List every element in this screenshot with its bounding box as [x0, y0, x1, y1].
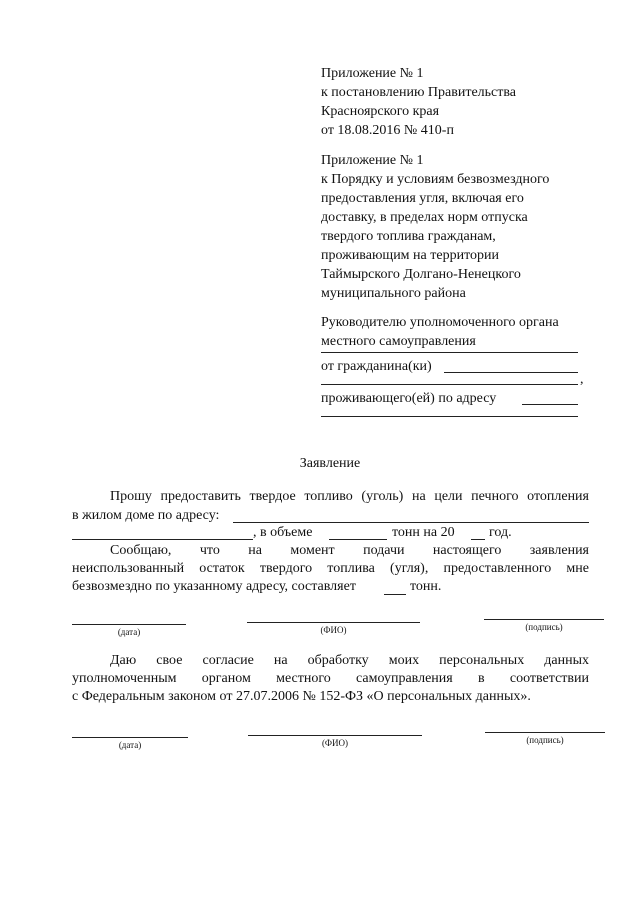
date-line-1[interactable] — [72, 624, 186, 625]
appendix-1-line-3: Красноярского края — [321, 104, 440, 119]
consent-line-1: Даю свое согласие на обработку моих персональных данных — [110, 653, 589, 668]
name-line-1[interactable] — [247, 622, 420, 623]
remainder-amount-blank[interactable] — [384, 594, 406, 595]
date-caption-1: (дата) — [117, 627, 141, 637]
volume-label: , в объеме — [253, 525, 313, 540]
appendix-2-line-3: предоставления угля, включая его — [321, 191, 524, 206]
appendix-1-line-2: к постановлению Правительства — [321, 85, 517, 100]
remainder-label: безвозмездно по указанному адресу, составляет — [72, 579, 356, 594]
appendix-2-line-2: к Порядку и условиям безвозмездного — [321, 172, 550, 187]
document-title: Заявление — [299, 456, 361, 471]
remainder-line-3 — [72, 579, 356, 595]
remainder-line-2: неиспользованный остаток твердого топлива (угля), предоставленного мне — [72, 561, 589, 576]
from-citizen-blank[interactable] — [444, 372, 578, 373]
appendix-1-line-1: Приложение № 1 — [321, 66, 424, 81]
year-label: год. — [489, 525, 512, 540]
signature-caption-1: (подпись) — [525, 622, 563, 632]
volume-blank[interactable] — [329, 539, 387, 540]
address-blank[interactable] — [233, 522, 589, 523]
addressee-comma: , — [580, 372, 584, 387]
appendix-2-line-5: твердого топлива гражданам, — [321, 229, 496, 244]
address-blank-2[interactable] — [72, 539, 253, 540]
consent-line-2: уполномоченным органом местного самоуправления в соответствии — [72, 671, 589, 686]
appendix-2-line-1: Приложение № 1 — [321, 153, 424, 168]
appendix-2-line-8: муниципального района — [321, 286, 466, 301]
remainder-tons-label: тонн. — [410, 579, 442, 594]
appendix-1-line-4: от 18.08.2016 № 410-п — [321, 123, 454, 138]
addressee-blank-2[interactable] — [321, 384, 578, 385]
signature-caption-2: (подпись) — [526, 735, 564, 745]
address-label: в жилом доме по адресу: — [72, 508, 220, 523]
remainder-line-1: Сообщаю, что на момент подачи настоящего заявления — [110, 543, 589, 558]
addressee-blank-1[interactable] — [321, 352, 578, 353]
request-line-2 — [72, 508, 219, 524]
residing-label: проживающего(ей) по адресу — [321, 391, 497, 406]
date-line-2[interactable] — [72, 737, 188, 738]
residing-address-blank[interactable] — [522, 404, 578, 405]
appendix-2-line-4: доставку, в пределах норм отпуска — [321, 210, 528, 225]
name-caption-2: (ФИО) — [321, 738, 349, 748]
tons-year-label: тонн на 20 — [392, 525, 455, 540]
addressee-line-2: местного самоуправления — [321, 334, 476, 349]
signature-line-2[interactable] — [485, 732, 605, 733]
name-line-2[interactable] — [248, 735, 422, 736]
name-caption-1: (ФИО) — [320, 625, 347, 635]
signature-line-1[interactable] — [484, 619, 604, 620]
year-blank[interactable] — [471, 539, 485, 540]
date-caption-2: (дата) — [118, 740, 142, 750]
request-line-1: Прошу предоставить твердое топливо (уголь) на цели печного отопления — [110, 489, 589, 504]
addressee-line-1: Руководителю уполномоченного органа — [321, 315, 559, 330]
appendix-2-line-6: проживающим на территории — [321, 248, 499, 263]
addressee-blank-3[interactable] — [321, 416, 578, 417]
appendix-2-line-7: Таймырского Долгано-Ненецкого — [321, 267, 521, 282]
consent-line-3: с Федеральным законом от 27.07.2006 № 152-ФЗ «О персональных данных». — [72, 689, 531, 704]
from-citizen-label: от гражданина(ки) — [321, 359, 432, 374]
